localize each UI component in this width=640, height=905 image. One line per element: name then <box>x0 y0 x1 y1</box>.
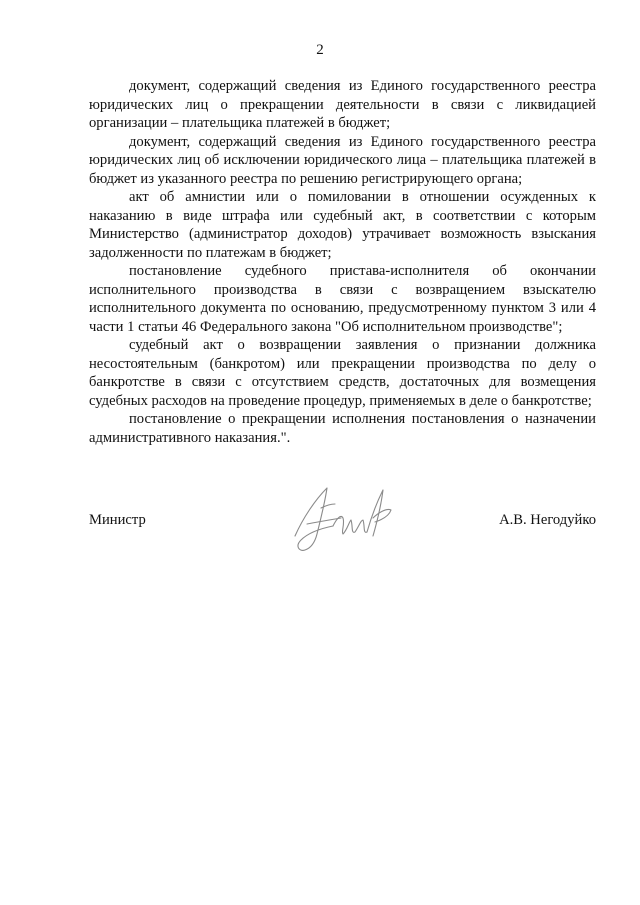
document-body <box>89 77 596 447</box>
paragraph-exclusion: документ, содержащий сведения из Единого государственного реестра юридических лиц об исключении юридического лица – плательщика платежей в бюджет из указанного реестра по решению регистрирующего органа; <box>89 133 596 187</box>
paragraph-amnesty: акт об амнистии или о помиловании в отношении осужденных к наказанию в виде штрафа или судебный акт, в соответствии с которым Министерство (администратор доходов) утрачивает возможность взыскания задолженности по платежам в бюджет; <box>89 189 596 261</box>
page-number: 2 <box>316 42 324 58</box>
paragraph-bailiff: постановление судебного пристава-исполнителя об окончании исполнительного производства в связи с возвращением взыскателю исполнительного документа по основанию, предусмотренному пунктом 3 или 4 части 1 статьи 46 Федерального закона "Об исполнительном производстве"; <box>89 263 596 335</box>
signature-block <box>89 478 596 558</box>
signer-name: А.В. Негодуйко <box>499 512 596 528</box>
paragraph-bankruptcy: судебный акт о возвращении заявления о признании должника несостоятельным (банкротом) или прекращении производства по делу о банкротстве в связи с отсутствием средств, достаточных для возмещения судебных расходов на проведение процедур, применяемых в деле о банкротстве; <box>89 337 596 409</box>
signer-title: Министр <box>89 512 146 528</box>
handwritten-signature <box>281 478 401 558</box>
paragraph-termination: постановление о прекращении исполнения постановления о назначении административного наказания.". <box>89 411 596 446</box>
paragraph-liquidation: документ, содержащий сведения из Единого государственного реестра юридических лиц о прекращении деятельности в связи с ликвидацией организации – плательщика платежей в бюджет; <box>89 78 596 131</box>
